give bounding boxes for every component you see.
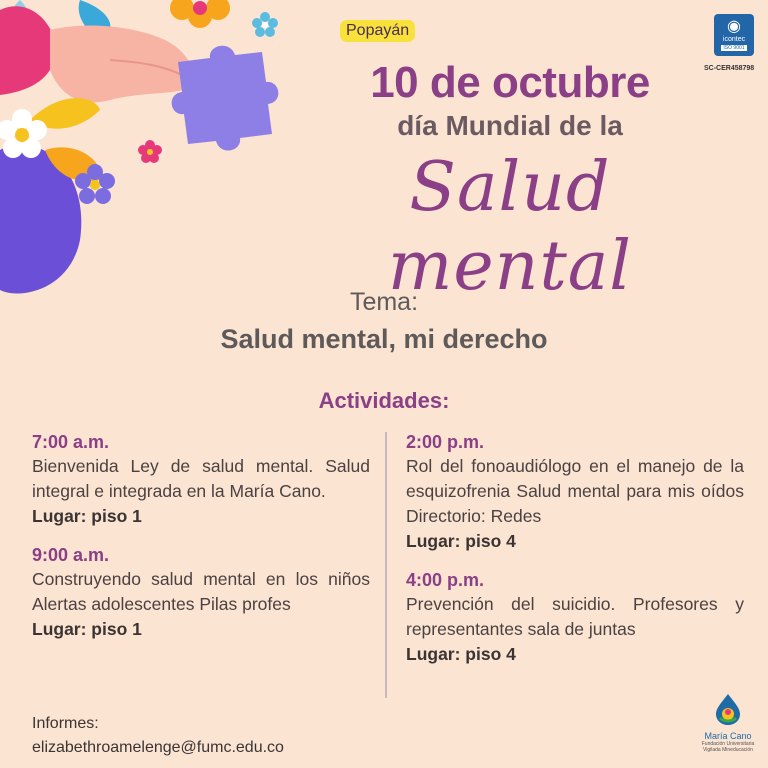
institution-note: Vigilada Mineducación: [703, 747, 753, 753]
activity-description: Construyendo salud mental en los niños Alertas adolescentes Pilas profes: [32, 569, 370, 614]
event-subtitle: día Mundial de la: [397, 110, 623, 141]
activities-right-column: [406, 430, 744, 681]
activity-description: Rol del fonoaudiólogo en el manejo de la esquizofrenia Salud mental para mis oídos Directorio: Redes: [406, 456, 744, 526]
activity-item: [406, 430, 744, 553]
activity-item: [32, 543, 370, 641]
theme-value: Salud mental, mi derecho: [220, 324, 548, 354]
orange-flower-icon: [170, 0, 230, 28]
event-date-title: 10 de octubre: [370, 58, 650, 107]
activity-time: 2:00 p.m.: [406, 432, 485, 452]
certification-seal-icon: ◉: [727, 18, 741, 35]
puzzle-piece-icon: [172, 46, 279, 151]
pink-flower-icon: [138, 140, 162, 163]
theme-label: Tema:: [349, 288, 419, 316]
activity-item: [32, 430, 370, 528]
institution-subtitle: Fundación Universitaria: [701, 741, 755, 747]
contact-email-link[interactable]: elizabethroamelenge@fumc.edu.co: [32, 739, 284, 756]
certification-code: SC-CER458798: [704, 65, 755, 72]
hand-icon: [50, 25, 193, 102]
sleeve: [0, 6, 56, 95]
activity-description: Prevención del suicidio. Profesores y representantes sala de juntas: [406, 594, 744, 639]
certification-brand: icontec: [722, 36, 746, 43]
column-divider: [385, 432, 387, 698]
activity-place: Lugar: piso 4: [406, 644, 516, 664]
certification-standard: ISO 9001: [723, 45, 745, 51]
activity-time: 9:00 a.m.: [32, 545, 110, 565]
event-script-title: Salud mental: [387, 148, 633, 306]
institution-name: María Cano: [704, 731, 752, 741]
activities-heading: Actividades:: [318, 388, 450, 413]
small-blue-flower-icon: [252, 12, 278, 37]
activity-time: 4:00 p.m.: [406, 570, 485, 590]
contact-info: [32, 712, 284, 760]
activities-left-column: [32, 430, 370, 656]
activity-description: Bienvenida Ley de salud mental. Salud integral e integrada en la María Cano.: [32, 456, 370, 501]
icontec-certification-logo: [714, 14, 754, 56]
activity-place: Lugar: piso 1: [32, 506, 142, 526]
drop-logo-icon: [710, 692, 746, 726]
activity-item: [406, 568, 744, 666]
city-badge: Popayán: [340, 20, 415, 42]
activity-place: Lugar: piso 4: [406, 531, 516, 551]
activity-place: Lugar: piso 1: [32, 619, 142, 639]
activity-time: 7:00 a.m.: [32, 432, 110, 452]
contact-label: Informes:: [32, 715, 99, 732]
floral-hand-illustration: [0, 0, 300, 300]
institution-logo: [698, 692, 758, 753]
